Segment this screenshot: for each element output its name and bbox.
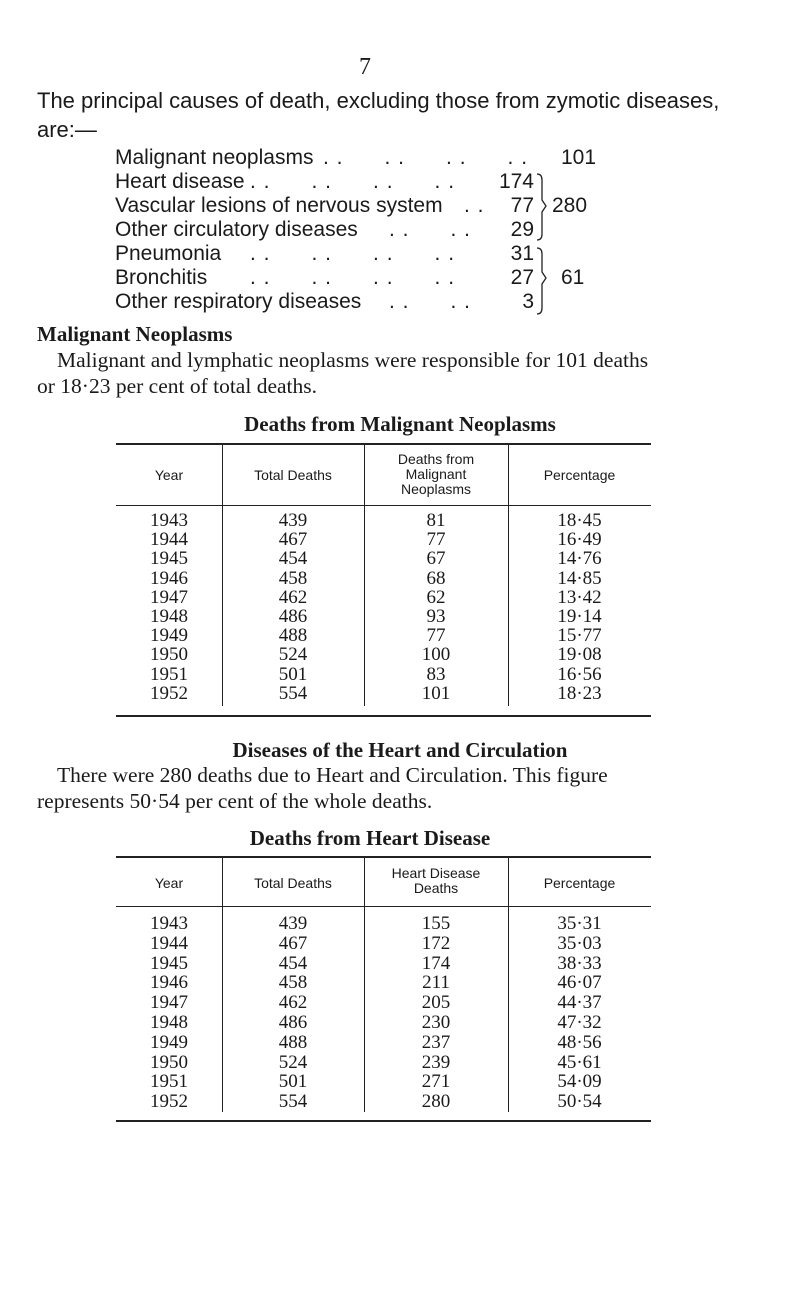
cell-cause-deaths: 155 — [421, 913, 451, 934]
cause-name: Heart disease — [115, 170, 245, 193]
cell-total-deaths: 554 — [278, 682, 308, 704]
page-number: 7 — [359, 54, 371, 80]
cause-name: Pneumonia — [115, 242, 222, 265]
cell-cause-deaths: 174 — [421, 952, 451, 974]
cell-year: 1943 — [150, 913, 188, 934]
cell-year: 1944 — [150, 529, 188, 551]
cause-value: 77 — [510, 194, 534, 217]
table-row — [0, 1091, 800, 1112]
cell-total-deaths: 486 — [278, 606, 308, 627]
cell-percentage: 18·45 — [557, 510, 602, 531]
cell-cause-deaths: 172 — [421, 932, 451, 954]
respiratory-total: 61 — [561, 266, 585, 289]
cause-name: Malignant neoplasms — [115, 146, 314, 169]
column-header-deaths-line3: Neoplasms — [400, 481, 472, 497]
table-title: Deaths from Heart Disease — [249, 826, 491, 850]
cell-total-deaths: 462 — [278, 586, 308, 608]
cell-total-deaths: 488 — [278, 625, 308, 647]
cell-total-deaths: 439 — [278, 510, 308, 531]
leader-dots: . . . . . . . . — [323, 146, 529, 169]
column-header-year: Year — [154, 875, 184, 891]
cell-percentage: 19·08 — [557, 644, 602, 666]
cell-year: 1946 — [150, 567, 188, 589]
table-row — [0, 953, 800, 974]
cell-percentage: 46·07 — [557, 972, 602, 994]
column-header-total: Total Deaths — [254, 467, 332, 483]
cell-year: 1943 — [150, 510, 188, 531]
cell-cause-deaths: 68 — [426, 567, 446, 589]
table-row — [0, 1012, 800, 1033]
circulation-total: 280 — [552, 194, 588, 217]
table-row — [0, 1032, 800, 1053]
cell-year: 1949 — [150, 625, 188, 647]
cell-year: 1946 — [150, 972, 188, 994]
table-row — [0, 568, 800, 589]
cell-year: 1950 — [150, 1051, 188, 1073]
paragraph-line: There were 280 deaths due to Heart and Circulation. This figure — [57, 763, 608, 787]
column-header-percentage: Percentage — [543, 875, 616, 891]
cell-cause-deaths: 93 — [426, 606, 446, 627]
cell-cause-deaths: 100 — [421, 644, 451, 666]
column-header-deaths-line2: Malignant — [405, 466, 467, 482]
cell-year: 1945 — [150, 952, 188, 974]
paragraph-line: or 18·23 per cent of total deaths. — [37, 374, 318, 398]
cell-percentage: 44·37 — [557, 992, 602, 1014]
cell-percentage: 14·76 — [557, 548, 602, 570]
table-row — [0, 548, 800, 569]
leader-dots: . . . . — [389, 218, 472, 241]
table-row — [0, 1071, 800, 1092]
cell-percentage: 35·31 — [557, 913, 602, 934]
column-header-year: Year — [154, 467, 184, 483]
cause-value: 29 — [510, 218, 534, 241]
column-header-percentage: Percentage — [543, 467, 616, 483]
cell-total-deaths: 488 — [278, 1031, 308, 1053]
cell-total-deaths: 454 — [278, 952, 308, 974]
cell-percentage: 19·14 — [557, 606, 602, 627]
cell-percentage: 54·09 — [557, 1071, 602, 1093]
cell-total-deaths: 462 — [278, 992, 308, 1014]
cause-value: 174 — [498, 170, 534, 193]
table-header-rule — [116, 505, 651, 506]
table-row — [0, 644, 800, 665]
paragraph-line: represents 50·54 per cent of the whole deaths. — [37, 789, 433, 813]
table-header-rule — [116, 906, 651, 907]
cell-percentage: 16·56 — [557, 663, 602, 685]
paragraph-line: Malignant and lymphatic neoplasms were responsible for 101 deaths — [57, 348, 649, 372]
table-row — [0, 529, 800, 550]
cause-name: Bronchitis — [115, 266, 208, 289]
cell-cause-deaths: 239 — [421, 1051, 451, 1073]
leader-dots: . . . . . . . . — [250, 170, 456, 193]
cell-total-deaths: 439 — [278, 913, 308, 934]
cell-year: 1950 — [150, 644, 188, 666]
column-header-heart-line2: Deaths — [413, 880, 459, 896]
cell-year: 1948 — [150, 1012, 188, 1033]
cell-percentage: 35·03 — [557, 932, 602, 954]
table-row — [0, 664, 800, 685]
cell-cause-deaths: 83 — [426, 663, 446, 685]
column-header-heart-line1: Heart Disease — [391, 865, 481, 881]
cell-percentage: 38·33 — [557, 952, 602, 974]
cell-cause-deaths: 101 — [421, 682, 451, 704]
cause-value: 101 — [561, 146, 597, 169]
column-header-total: Total Deaths — [254, 875, 332, 891]
cell-total-deaths: 524 — [278, 1051, 308, 1073]
cell-year: 1951 — [150, 663, 188, 685]
leader-dots: . . . . — [389, 290, 472, 313]
table-row — [0, 587, 800, 608]
leader-dots: . . — [464, 194, 485, 217]
cell-year: 1947 — [150, 992, 188, 1014]
cell-year: 1945 — [150, 548, 188, 570]
cell-cause-deaths: 81 — [426, 510, 446, 531]
section-heading: Malignant Neoplasms — [37, 322, 233, 346]
table-title: Deaths from Malignant Neoplasms — [244, 412, 556, 436]
cell-cause-deaths: 77 — [426, 529, 446, 551]
cell-percentage: 18·23 — [557, 682, 602, 704]
cell-cause-deaths: 62 — [426, 586, 446, 608]
cell-total-deaths: 454 — [278, 548, 308, 570]
cell-cause-deaths: 77 — [426, 625, 446, 647]
table-row — [0, 1052, 800, 1073]
cell-total-deaths: 486 — [278, 1012, 308, 1033]
cause-value: 3 — [522, 290, 534, 313]
cell-total-deaths: 458 — [278, 972, 308, 994]
cell-cause-deaths: 271 — [421, 1071, 451, 1093]
cell-total-deaths: 467 — [278, 932, 308, 954]
cell-year: 1952 — [150, 682, 188, 704]
cell-percentage: 50·54 — [557, 1091, 602, 1113]
cell-cause-deaths: 205 — [421, 992, 451, 1014]
cell-cause-deaths: 211 — [422, 972, 450, 994]
table-bottom-rule — [116, 715, 651, 717]
table-row — [0, 625, 800, 646]
cell-year: 1948 — [150, 606, 188, 627]
leader-dots: . . . . . . . . — [250, 242, 456, 265]
cell-total-deaths: 467 — [278, 529, 308, 551]
table-row — [0, 606, 800, 627]
cell-cause-deaths: 280 — [421, 1091, 451, 1113]
cause-name: Vascular lesions of nervous system — [115, 194, 443, 217]
cell-year: 1952 — [150, 1091, 188, 1113]
cell-total-deaths: 501 — [278, 663, 308, 685]
table-row — [0, 933, 800, 954]
cell-year: 1951 — [150, 1071, 188, 1093]
cell-total-deaths: 524 — [278, 644, 308, 666]
cell-percentage: 15·77 — [557, 625, 602, 647]
leader-dots: . . . . . . . . — [250, 266, 456, 289]
section-heading: Diseases of the Heart and Circulation — [232, 738, 568, 762]
cell-year: 1949 — [150, 1031, 188, 1053]
table-row — [0, 972, 800, 993]
cell-percentage: 13·42 — [557, 586, 602, 608]
cell-percentage: 45·61 — [557, 1051, 602, 1073]
cell-total-deaths: 554 — [278, 1091, 308, 1113]
cell-total-deaths: 501 — [278, 1071, 308, 1093]
cause-name: Other respiratory diseases — [115, 290, 362, 313]
table-row — [0, 992, 800, 1013]
table-top-rule — [116, 443, 651, 445]
cell-percentage: 47·32 — [557, 1012, 602, 1033]
cell-percentage: 16·49 — [557, 529, 602, 551]
cell-cause-deaths: 67 — [426, 548, 446, 570]
table-row — [0, 683, 800, 704]
cell-year: 1947 — [150, 586, 188, 608]
cell-year: 1944 — [150, 932, 188, 954]
cause-value: 27 — [510, 266, 534, 289]
table-bottom-rule — [116, 1120, 651, 1122]
table-row — [0, 913, 800, 934]
table-row — [0, 510, 800, 531]
cell-total-deaths: 458 — [278, 567, 308, 589]
table-top-rule — [116, 856, 651, 858]
cell-percentage: 14·85 — [557, 567, 602, 589]
cause-name: Other circulatory diseases — [115, 218, 358, 241]
cause-value: 31 — [510, 242, 534, 265]
cell-cause-deaths: 237 — [421, 1031, 451, 1053]
intro-text: The principal causes of death, excluding those from zymotic diseases, are:— — [37, 88, 720, 142]
cell-percentage: 48·56 — [557, 1031, 602, 1053]
cell-cause-deaths: 230 — [421, 1012, 451, 1033]
column-header-deaths-line1: Deaths from — [397, 451, 475, 467]
